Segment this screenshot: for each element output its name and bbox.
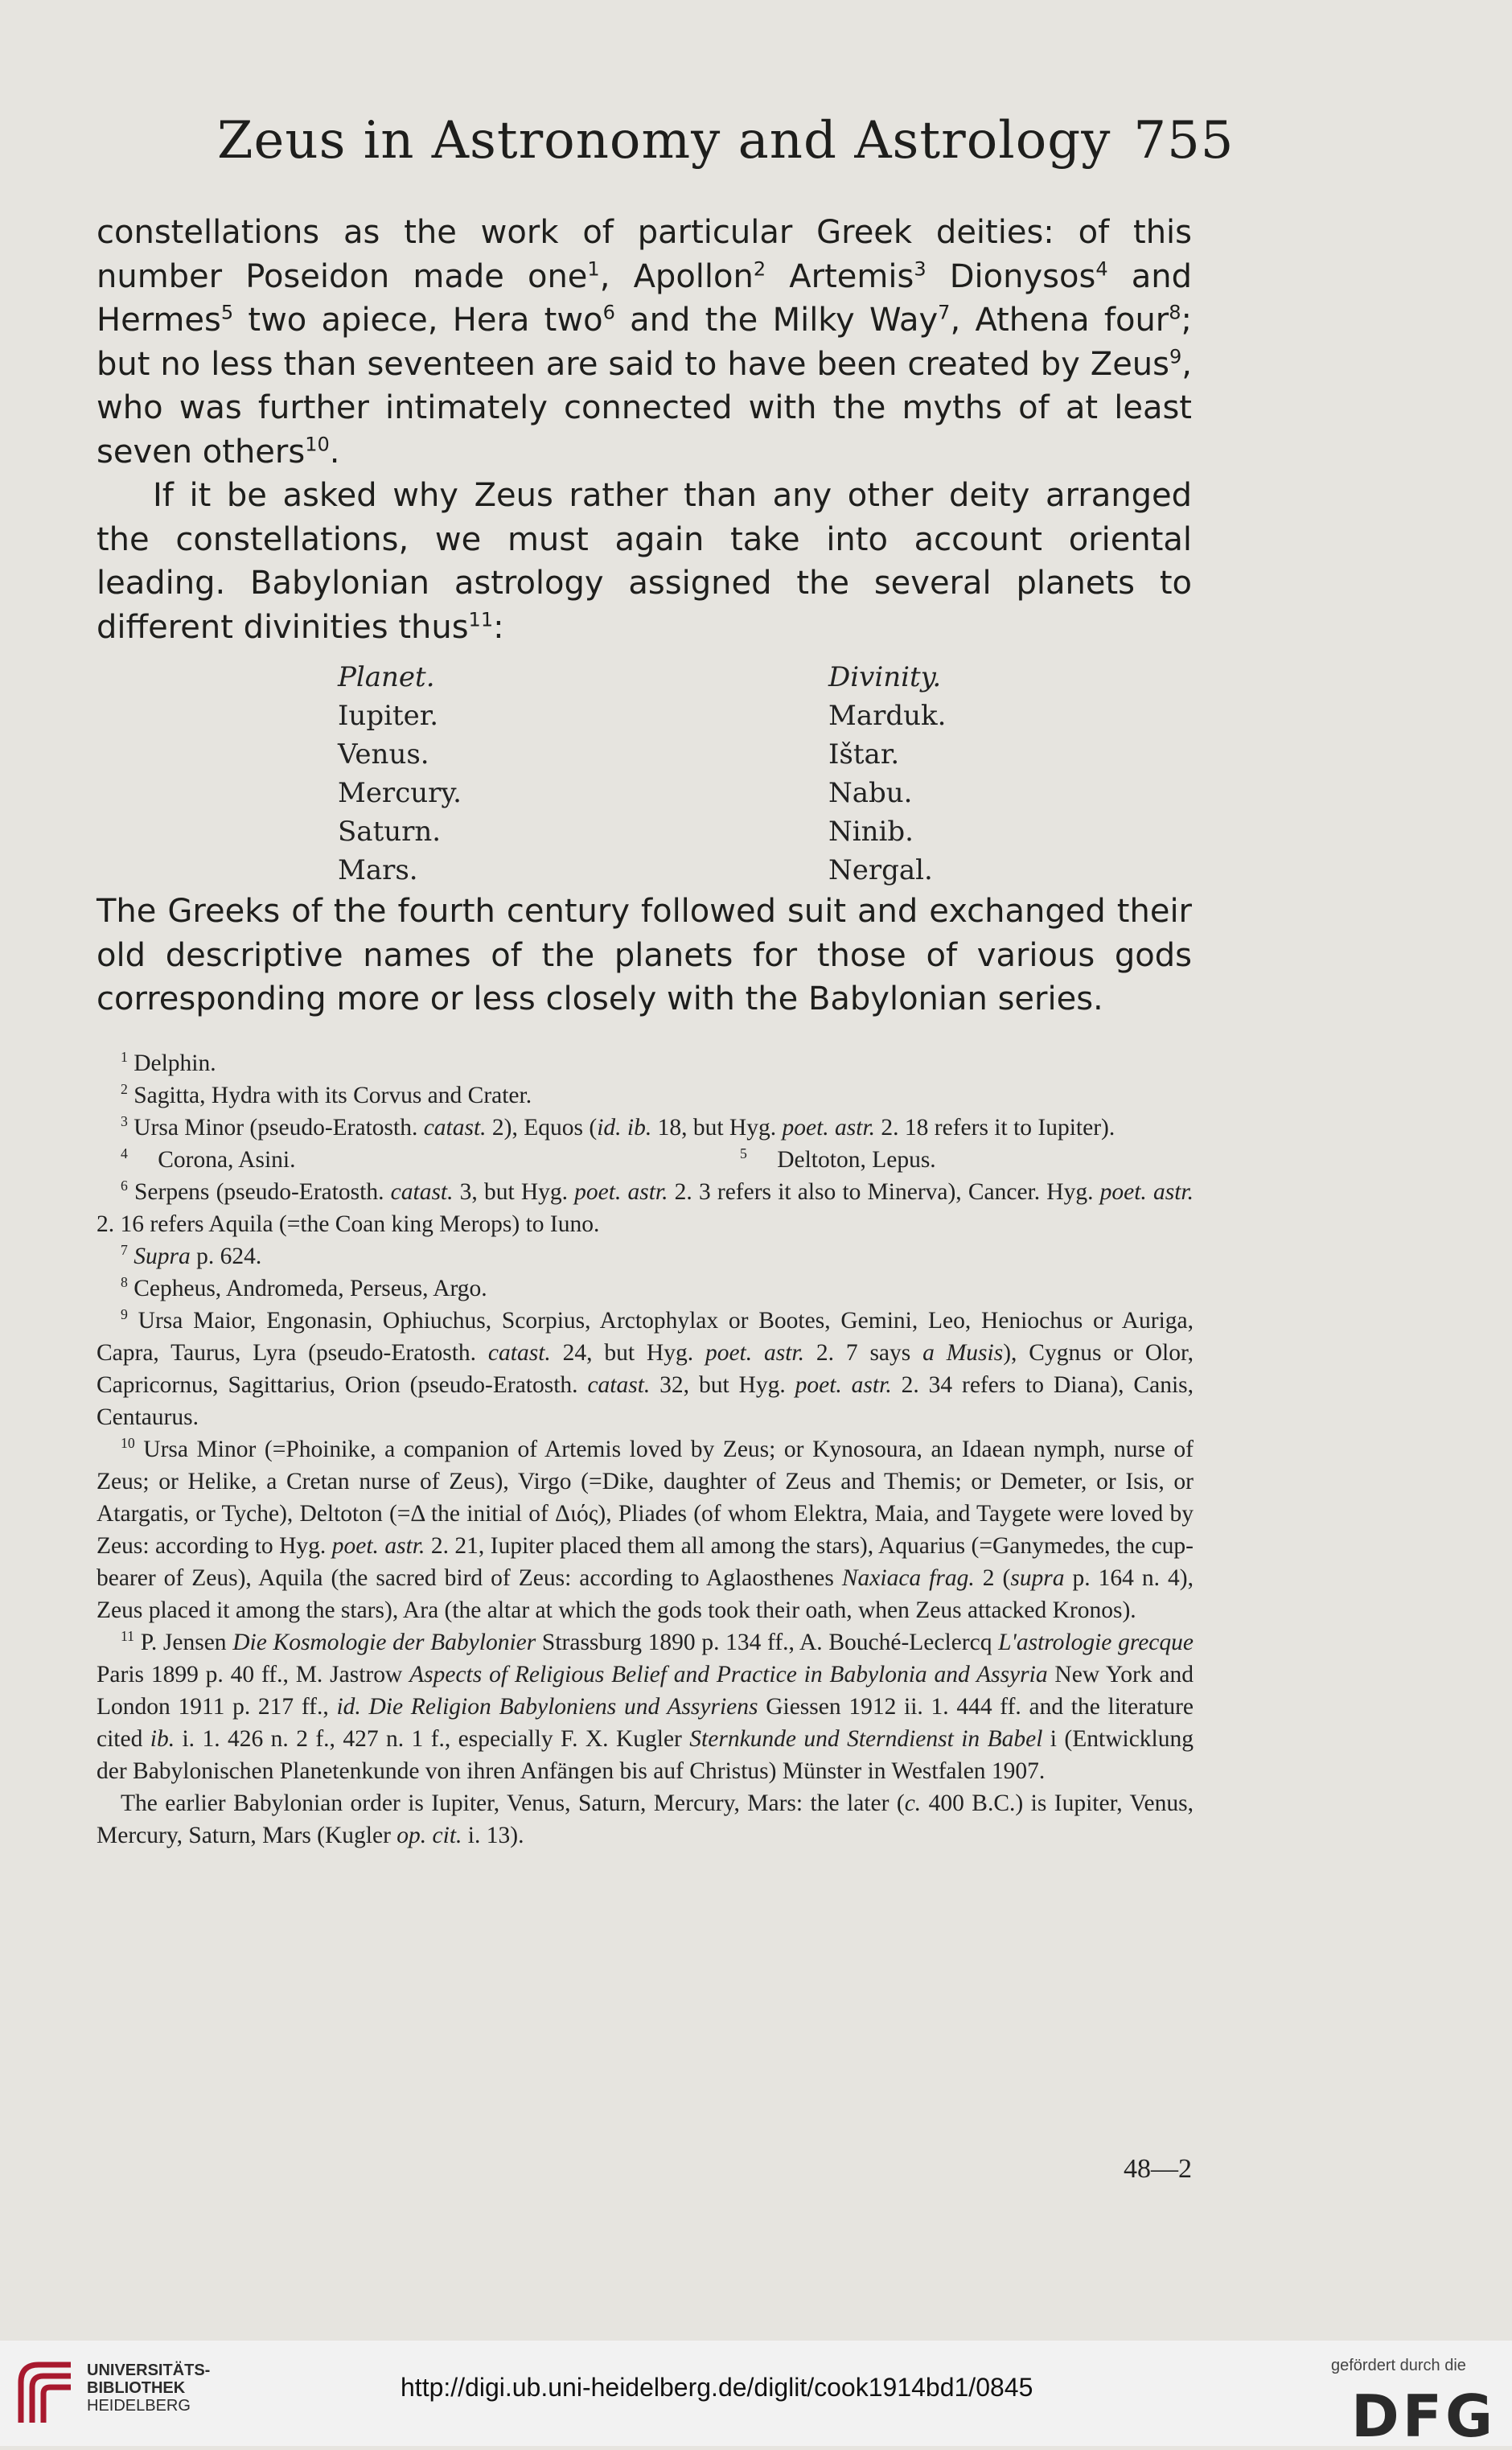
footnote-6: $^6$ Serpens (pseudo-Eratosth. catast. 3, but Hyg. poet. astr. 2. 3 refers it also to Minerva), Cancer. Hyg. poet. astr. 2. 16 refers Aquila (=the Coan king Merops) to Iuno. (97, 1178, 1194, 1237)
paragraph-1: constellations as the work of particular Greek deities: of this number Poseidon made one$^1$, Apollon$^2$ Artemis$^3$ Dionysos$^4$ and Hermes$^5$ two apiece, Hera two$^6$ and the Milky Way$^7$, Athena four$^8$; but no less than seventeen are said to have been created by Zeus$^9$, who was further intimately connected with the myths of at least seven others$^{10}$. (97, 214, 1193, 471)
footnotes-4-5 (97, 1144, 1194, 1176)
footnote-10: $^{10}$ Ursa Minor (=Phoinike, a companion of Artemis loved by Zeus; or Kynosoura, an Idaean nymph, nurse of Zeus; or Helike, a Cretan nurse of Zeus), Virgo (=Dike, daughter of Zeus and Themis; or Demeter, or Isis, or Atargatis, or Tyche), Deltoton (=Δ the initial of Διός), Pliades (of whom Elektra, Maia, and Taygete were loved by Zeus: according to Hyg. poet. astr. 2. 21, Iupiter placed them all among the stars), Aquarius (=Ganymedes, the cup-bearer of Zeus), Aquila (the sacred bird of Zeus: according to Aglaosthenes Naxiaca frag. 2 (supra p. 164 n. 4), Zeus placed it among the stars), Ara (the altar at which the gods took their oath, when Zeus attacked Kronos). (97, 1435, 1194, 1623)
footnote-1: $^1$ Delphin. (121, 1049, 216, 1076)
library-logo-icon[interactable] (14, 2358, 79, 2427)
source-url-link[interactable]: http://digi.ub.uni-heidelberg.de/diglit/cook1914bd1/0845 (401, 2373, 1033, 2402)
divinity-cell: Ištar. (828, 738, 900, 771)
dfg-logo[interactable]: DFG (1351, 2382, 1497, 2450)
library-logo-text: UNIVERSITÄTS- BIBLIOTHEK HEIDELBERG (87, 2362, 211, 2415)
footnote-9: $^9$ Ursa Maior, Engonasin, Ophiuchus, Scorpius, Arctophylax or Bootes, Gemini, Leo, Heniochus or Auriga, Capra, Taurus, Lyra (pseudo-Eratosth. catast. 24, but Hyg. poet. astr. 2. 7 says a Musis), Cygnus or Olor, Capricornus, Sagittarius, Orion (pseudo-Eratosth. catast. 32, but Hyg. poet. astr. 2. 34 refers to Diana), Canis, Centaurus. (97, 1306, 1194, 1430)
table-row (338, 812, 981, 851)
footnotes (97, 1047, 1194, 1852)
divinity-cell: Nergal. (828, 854, 933, 886)
running-header (217, 111, 1235, 171)
page-number: 755 (1133, 111, 1235, 171)
footnote-3: $^3$ Ursa Minor (pseudo-Eratosth. catast. 2), Equos (id. ib. 18, but Hyg. poet. astr. 2. 18 refers it to Iupiter). (121, 1113, 1116, 1141)
planet-cell: Venus. (338, 738, 429, 771)
table-row (338, 774, 981, 812)
paragraph-3: The Greeks of the fourth century followed suit and exchanged their old descriptive names of the planets for those of various gods corresponding more or less closely with the Babylonian series. (97, 893, 1192, 1017)
body-paragraph-bottom (97, 890, 1192, 1022)
body-paragraphs-top (97, 211, 1192, 649)
planet-divinity-table (338, 658, 981, 890)
table-header-divinity: Divinity. (828, 661, 942, 693)
planet-cell: Mercury. (338, 777, 462, 809)
table-header-planet: Planet. (338, 661, 435, 693)
divinity-cell: Nabu. (828, 777, 913, 809)
header-title: Zeus in Astronomy and Astrology (217, 111, 1111, 171)
paragraph-2: If it be asked why Zeus rather than any other deity arranged the constellations, we must again take into account oriental leading. Babylonian astrology assigned the several planets to different divinities thus$^{11}$: (97, 477, 1192, 646)
funding-note: gefördert durch die (1331, 2357, 1466, 2374)
planet-cell: Iupiter. (338, 700, 439, 732)
table-row (338, 851, 981, 890)
divinity-cell: Ninib. (828, 816, 914, 848)
table-row (338, 735, 981, 774)
table-row (338, 697, 981, 735)
footnote-7: $^7$ Supra p. 624. (121, 1242, 262, 1269)
footnote-4: $^4$ Corona, Asini. (121, 1145, 296, 1173)
table-header-row (338, 658, 981, 697)
divinity-cell: Marduk. (828, 700, 947, 732)
footnote-5: $^5$ Deltoton, Lepus. (740, 1145, 936, 1173)
signature-mark: 48—2 (1124, 2154, 1192, 2184)
footnote-11-continuation: The earlier Babylonian order is Iupiter, Venus, Saturn, Mercury, Mars: the later (c. 400 B.C.) is Iupiter, Venus, Mercury, Saturn, Mars (Kugler op. cit. i. 13). (97, 1790, 1194, 1848)
footnote-11: $^{11}$ P. Jensen Die Kosmologie der Babylonier Strassburg 1890 p. 134 ff., A. Bouché-Leclercq L'astrologie grecque Paris 1899 p. 40 ff., M. Jastrow Aspects of Religious Belief and Practice in Babylonia and Assyria New York and London 1911 p. 217 ff., id. Die Religion Babyloniens und Assyriens Giessen 1912 ii. 1. 444 ff. and the literature cited ib. i. 1. 426 n. 2 f., 427 n. 1 f., especially F. X. Kugler Sternkunde und Sterndienst in Babel i (Entwicklung der Babylonischen Planetenkunde von ihren Anfängen bis auf Christus) Münster in Westfalen 1907. (97, 1628, 1194, 1784)
planet-cell: Saturn. (338, 816, 442, 848)
footnote-8: $^8$ Cepheus, Andromeda, Perseus, Argo. (121, 1274, 487, 1301)
planet-cell: Mars. (338, 854, 418, 886)
footnote-2: $^2$ Sagitta, Hydra with its Corvus and Crater. (121, 1081, 532, 1108)
